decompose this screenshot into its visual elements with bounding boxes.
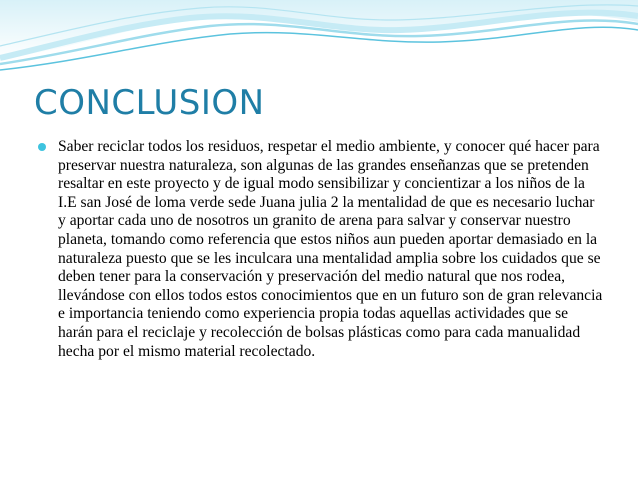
decorative-wave-header [0,0,638,80]
conclusion-paragraph: Saber reciclar todos los residuos, respetar el medio ambiente, y conocer qué hacer para preservar nuestra naturaleza, son algunas de las grandes enseñanzas que se pretenden resaltar en este proyecto y de igual modo sensibilizar y concientizar a los niños de la I.E san José de loma verde sede Juana julia 2 la mentalidad de que es necesario luchar y aportar cada uno de nosotros un granito de arena para salvar y conservar nuestro planeta, tomando como referencia que estos niños aun pueden aportar demasiado en la naturaleza puesto que se les inculcara una mentalidad amplia sobre los cuidados que se deben tener para la conservación y preservación del medio natural que nos rodea, llevándose con ellos todos estos conocimientos que en un futuro son de gran relevancia e importancia teniendo como experiencia propia todas aquellas actividades que se harán para el reciclaje y recolección de bolsas plásticas como para cada manualidad hecha por el mismo material recolectado. [58,138,603,360]
slide-title: CONCLUSION [34,83,265,123]
slide-content [38,138,604,361]
bullet-item [38,138,604,361]
bullet-dot-icon [38,143,46,151]
